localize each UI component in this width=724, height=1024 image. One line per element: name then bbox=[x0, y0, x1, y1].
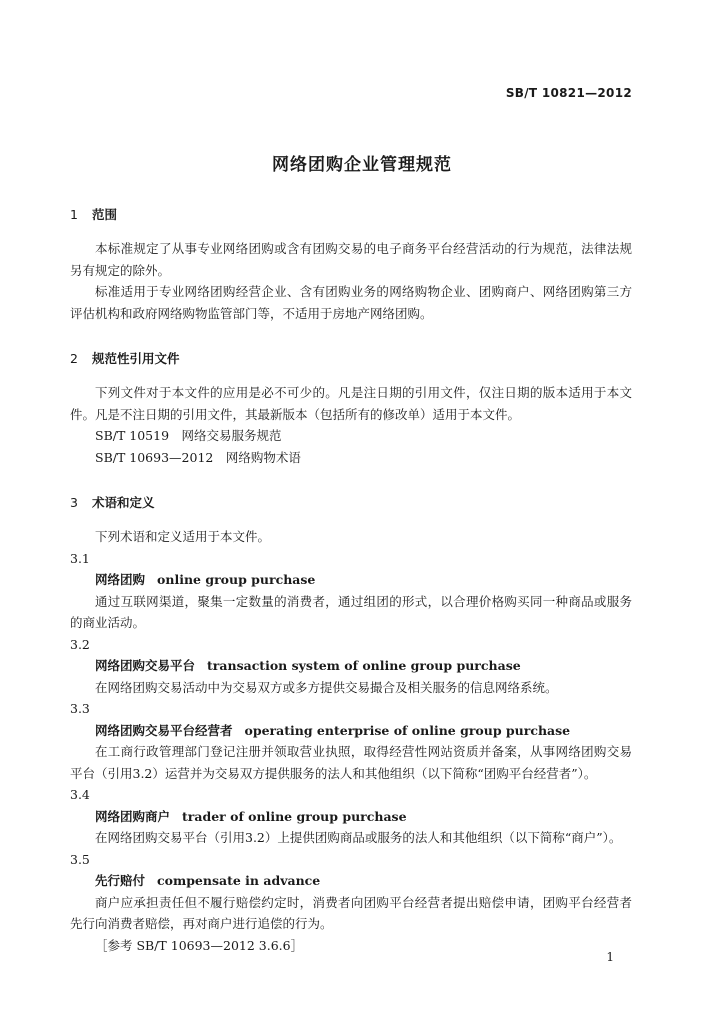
term-chinese: 网络团购商户 bbox=[95, 808, 171, 824]
clause-number: 3.3 bbox=[70, 701, 90, 716]
term-entry bbox=[70, 806, 632, 828]
term-english: trader of online group purchase bbox=[182, 808, 407, 824]
clause-number: 3.1 bbox=[70, 550, 90, 566]
page-number: 1 bbox=[606, 950, 614, 964]
section-title: 术语和定义 bbox=[92, 495, 155, 510]
document-title: 网络团购企业管理规范 bbox=[272, 155, 452, 175]
reference-item: SB/T 10693—2012 网络购物术语 bbox=[95, 449, 301, 465]
term-definition: 在网络团购交易平台（引用3.2）上提供团购商品或服务的法人和其他组织（以下简称“商户”）。 bbox=[95, 830, 622, 845]
term-english: transaction system of online group purchase bbox=[207, 658, 521, 673]
term-definition: 通过互联网渠道，聚集一定数量的消费者，通过组团的形式，以合理价格购买同一种商品或服务的商业活动。 bbox=[70, 593, 632, 630]
term-entry bbox=[70, 870, 632, 892]
section-number: 1 bbox=[70, 207, 78, 222]
document-body bbox=[70, 205, 632, 956]
term-chinese: 网络团购 bbox=[95, 572, 146, 587]
term-chinese: 网络团购交易平台经营者 bbox=[95, 722, 233, 738]
term-entry bbox=[70, 720, 632, 742]
term-entry bbox=[70, 569, 632, 591]
section-1-heading bbox=[70, 205, 632, 225]
section-1-paragraph-1: 本标准规定了从事专业网络团购或含有团购交易的电子商务平台经营活动的行为规范，法律法规另有规定的除外。 bbox=[70, 241, 632, 278]
section-3-intro: 下列术语和定义适用于本文件。 bbox=[95, 529, 271, 544]
reference-item: SB/T 10519 网络交易服务规范 bbox=[95, 428, 282, 443]
section-title: 范围 bbox=[92, 207, 118, 222]
section-title: 规范性引用文件 bbox=[92, 351, 180, 366]
section-2-paragraph: 下列文件对于本文件的应用是必不可少的。凡是注日期的引用文件，仅注日期的版本适用于本文件。凡是不注日期的引用文件，其最新版本（包括所有的修改单）适用于本文件。 bbox=[70, 385, 632, 422]
term-english: operating enterprise of online group purchase bbox=[244, 722, 571, 738]
section-number: 2 bbox=[70, 351, 78, 366]
clause-number: 3.2 bbox=[70, 636, 90, 652]
section-number: 3 bbox=[70, 495, 78, 510]
term-definition: 商户应承担责任但不履行赔偿约定时，消费者向团购平台经营者提出赔偿申请，团购平台经营者先行向消费者赔偿，再对商户进行追偿的行为。 bbox=[70, 894, 632, 931]
section-2-heading bbox=[70, 349, 632, 369]
term-entry bbox=[70, 655, 632, 677]
section-1-paragraph-2: 标准适用于专业网络团购经营企业、含有团购业务的网络购物企业、团购商户、网络团购第三方评估机构和政府网络购物监管部门等，不适用于房地产网络团购。 bbox=[70, 284, 632, 321]
section-3-heading bbox=[70, 493, 632, 513]
clause-number: 3.5 bbox=[70, 851, 90, 867]
term-source-note: ［参考 SB/T 10693—2012 3.6.6］ bbox=[95, 937, 304, 953]
term-english: compensate in advance bbox=[157, 873, 321, 888]
term-definition: 在工商行政管理部门登记注册并领取营业执照，取得经营性网站资质并备案，从事网络团购交易平台（引用3.2）运营并为交易双方提供服务的法人和其他组织（以下简称“团购平台经营者”）。 bbox=[70, 744, 632, 781]
standard-code: SB/T 10821—2012 bbox=[505, 86, 632, 100]
clause-number: 3.4 bbox=[70, 787, 90, 802]
term-definition: 在网络团购交易活动中为交易双方或多方提供交易撮合及相关服务的信息网络系统。 bbox=[95, 679, 558, 695]
term-english: online group purchase bbox=[157, 572, 316, 587]
term-chinese: 先行赔付 bbox=[95, 873, 146, 888]
term-chinese: 网络团购交易平台 bbox=[95, 658, 196, 673]
